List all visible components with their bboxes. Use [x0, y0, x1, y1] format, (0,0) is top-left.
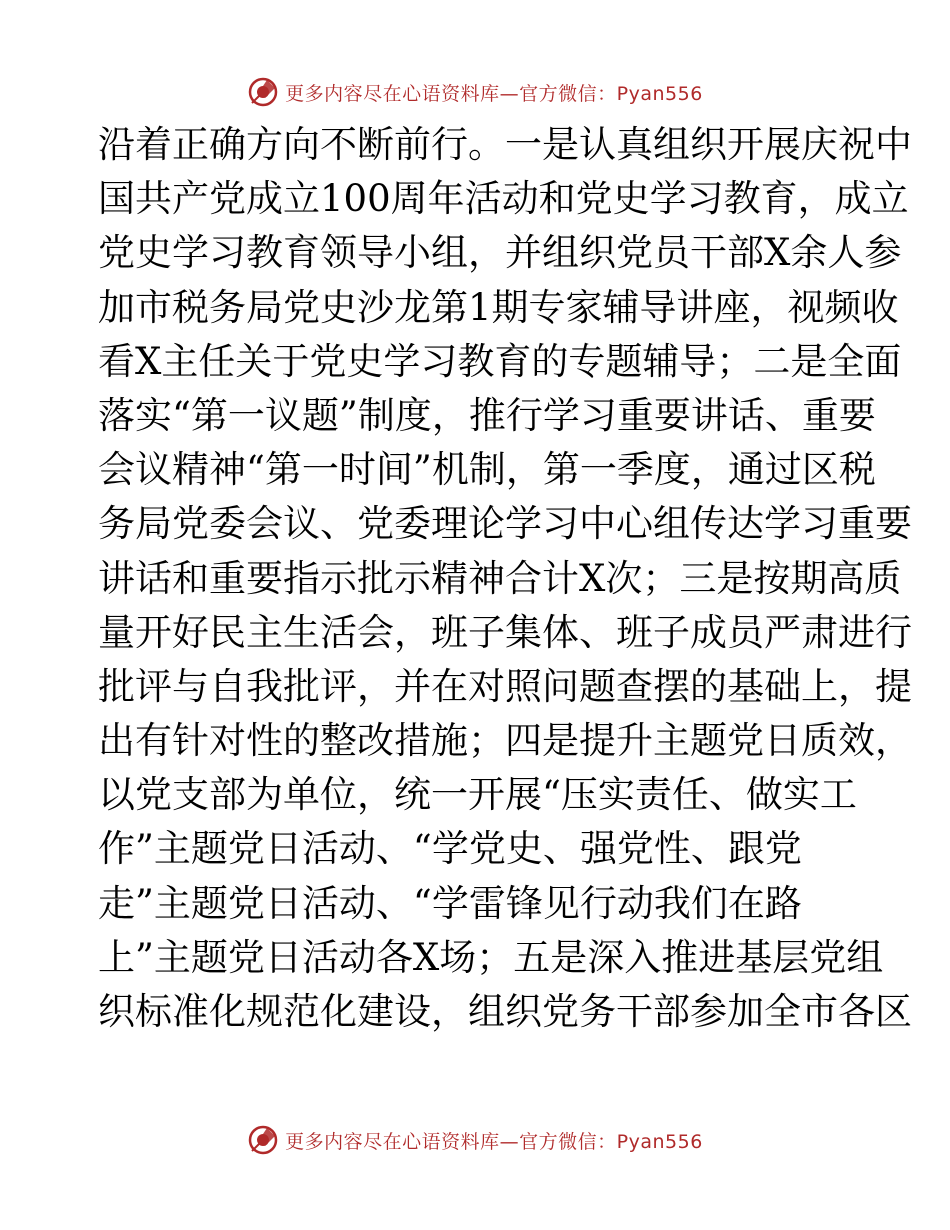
pen-circle-logo-icon	[247, 76, 279, 108]
text-line: 沿着正确方向不断前行。一是认真组织开展庆祝中	[98, 123, 912, 166]
pen-circle-logo-icon	[247, 1124, 279, 1156]
text-line: 量开好民主生活会，班子集体、班子成员严肃进行	[98, 610, 912, 654]
text-line: 批评与自我批评，并在对照问题查摆的基础上，提	[98, 664, 912, 708]
watermark-text: 更多内容尽在心语资料库—官方微信：Pyan556	[285, 1130, 703, 1153]
watermark-text: 更多内容尽在心语资料库—官方微信：Pyan556	[285, 82, 703, 105]
text-line: 走”主题党日活动、“学雷锋见行动我们在路	[98, 881, 802, 925]
text-line: 织标准化规范化建设，组织党务干部参加全市各区	[98, 990, 912, 1033]
text-line: 以党支部为单位，统一开展“压实责任、做实工	[98, 773, 857, 817]
text-line: 加市税务局党史沙龙第1期专家辅导讲座，视频收	[98, 285, 899, 329]
text-line: 务局党委会议、党委理论学习中心组传达学习重要	[98, 502, 912, 546]
text-line: 作”主题党日活动、“学党史、强党性、跟党	[98, 827, 802, 871]
text-line: 党史学习教育领导小组，并组织党员干部X余人参	[98, 231, 902, 275]
text-line: 出有针对性的整改措施；四是提升主题党日质效，	[98, 719, 912, 763]
header-watermark	[0, 72, 950, 112]
footer-watermark	[0, 1120, 950, 1160]
text-line: 看X主任关于党史学习教育的专题辅导；二是全面	[98, 339, 902, 383]
text-line: 上”主题党日活动各X场；五是深入推进基层党组	[98, 935, 884, 979]
text-line: 落实“第一议题”制度，推行学习重要讲话、重要	[98, 393, 876, 437]
text-line: 会议精神“第一时间”机制，第一季度，通过区税	[98, 448, 876, 492]
text-line: 国共产党成立100周年活动和党史学习教育，成立	[98, 177, 909, 221]
text-line: 讲话和重要指示批示精神合计X次；三是按期高质	[98, 556, 902, 600]
document-body	[98, 118, 912, 1039]
